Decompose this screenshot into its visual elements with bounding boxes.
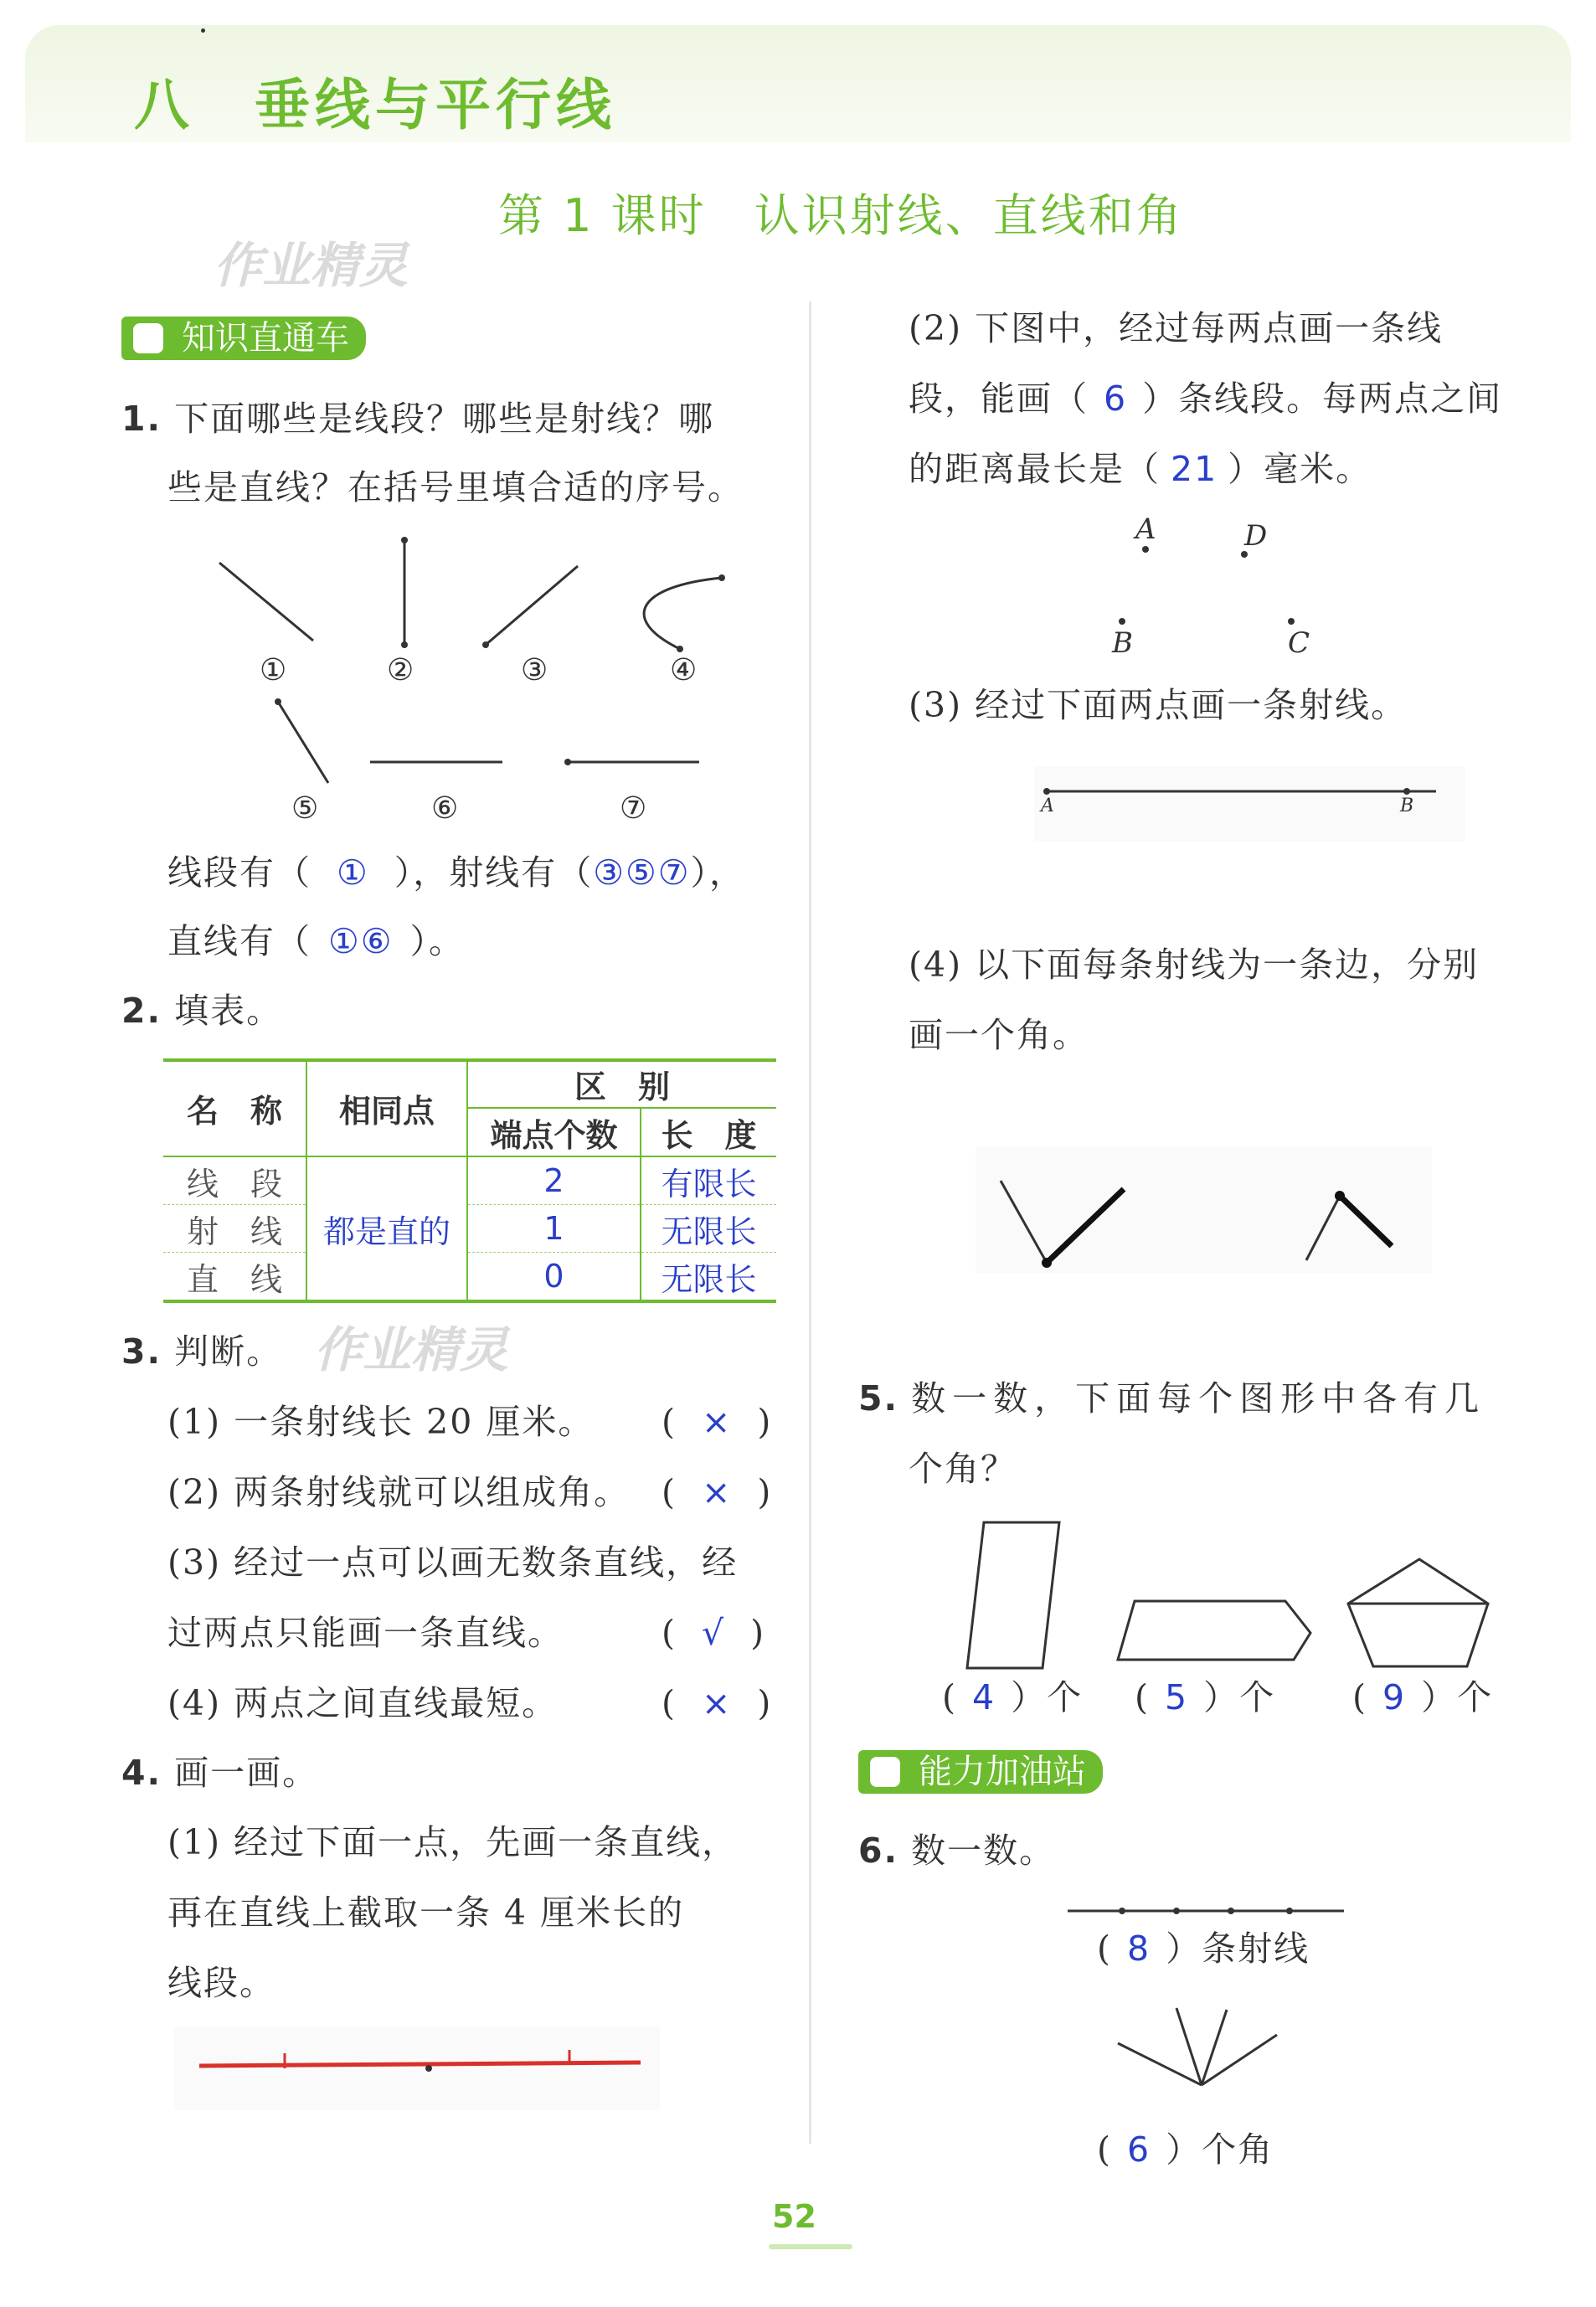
q4-part3: (3) 经过下面两点画一条射线。 [909,685,1408,725]
header-endpoints: 端点个数 [467,1108,641,1156]
q3-answer-1: ( × ) [662,1402,773,1442]
header-diff: 区 别 [467,1060,776,1108]
q5-line1: 5. 数一数，下面每个图形中各有几 [858,1378,1486,1419]
answer-segments: ① [337,852,369,893]
q3-item-2: (2) 两条射线就可以组成角。 [167,1472,631,1512]
column-divider [809,301,811,2144]
watermark: 作业精灵 [214,237,409,294]
header-name: 名 称 [163,1060,306,1156]
table-row: 直 线 0 无限长 [163,1253,776,1300]
q1-line2: 些是直线？在括号里填合适的序号。 [167,467,744,507]
q1-answer-line1: 线段有（ ① ），射线有（③⑤⑦）， [167,852,746,893]
figure-label-4: ④ [670,653,698,687]
watermark: 作业精灵 [314,1321,509,1378]
section-tag-basic: 知识直通车 [121,317,366,360]
table-row: 线 段 都是直的 2 有限长 [163,1156,776,1205]
ray-point-a: A [1041,796,1054,816]
q4-part2-line2: 段，能画（ 6 ）条线段。每两点之间 [909,378,1503,419]
page-number: 52 [772,2198,816,2235]
q5-answer-3: ( 9 ）个 [1352,1677,1494,1717]
q1-line1: 1. 下面哪些是线段？哪些是射线？哪 [121,399,715,439]
q6-title: 6. 数一数。 [858,1831,1056,1871]
q3-answer-4: ( × ) [662,1683,773,1723]
section-tag-advanced: 能力加油站 [858,1750,1103,1794]
lesson-title: 第 1 课时 认识射线、直线和角 [498,189,1184,242]
figure-label-3: ③ [521,653,548,687]
q4-part1-line3: 线段。 [167,1963,275,2003]
point-c: C [1288,626,1310,660]
q4-title: 4. 画一画。 [121,1753,319,1793]
figure-label-5: ⑤ [291,791,319,826]
q3-item-3b: 过两点只能画一条直线。 [167,1613,564,1653]
q4-part2-line1: (2) 下图中，经过每两点画一条线 [909,308,1444,348]
q3-answer-3: ( √ ) [662,1613,766,1653]
q3-item-3a: (3) 经过一点可以画无数条直线，经 [167,1542,739,1583]
q1-answer-line2: 直线有（ ①⑥ ）。 [167,921,466,961]
q3-item-1: (1) 一条射线长 20 厘米。 [167,1402,595,1442]
q6-angles-answer: ( 6 ）个角 [1097,2129,1274,2170]
q5-line2: 个角？ [909,1449,1017,1489]
answer-lines: ①⑥ [328,921,394,961]
table-row: 射 线 1 无限长 [163,1205,776,1253]
header-same: 相同点 [306,1060,467,1156]
q6-rays-answer: ( 8 ）条射线 [1097,1929,1310,1969]
q4-part2-line3: 的距离最长是（ 21 ）毫米。 [909,449,1372,489]
q5-answer-2: ( 5 ）个 [1135,1677,1276,1717]
q4-part1-line2: 再在直线上截取一条 4 厘米长的 [167,1892,685,1933]
page-number-underline [769,2244,852,2249]
figure-label-6: ⑥ [431,791,459,826]
q3-title: 3. 判断。 [121,1331,283,1372]
answer-same: 都是直的 [306,1156,467,1300]
answer-rays: ③⑤⑦ [593,852,691,893]
point-a: A [1135,512,1156,546]
point-d: D [1244,519,1268,553]
q4-part4-line1: (4) 以下面每条射线为一条边，分别 [909,945,1480,985]
q5-answer-1: ( 4 ）个 [942,1677,1084,1717]
figure-label-2: ② [387,653,414,687]
point-b: B [1112,626,1133,660]
figure-label-7: ⑦ [620,791,647,826]
q2-title: 2. 填表。 [121,991,283,1031]
ray-point-b: B [1400,796,1414,816]
q4-part1-line1: (1) 经过下面一点，先画一条直线， [167,1822,739,1862]
q3-item-4: (4) 两点之间直线最短。 [167,1683,559,1723]
q4-part4-line2: 画一个角。 [909,1015,1089,1055]
answer-max-distance: 21 [1171,449,1218,489]
header-length: 长 度 [641,1108,776,1156]
q3-answer-2: ( × ) [662,1472,773,1512]
answer-segment-count: 6 [1104,378,1128,419]
chapter-title: 八 垂线与平行线 [134,73,616,137]
figure-label-1: ① [260,653,287,687]
